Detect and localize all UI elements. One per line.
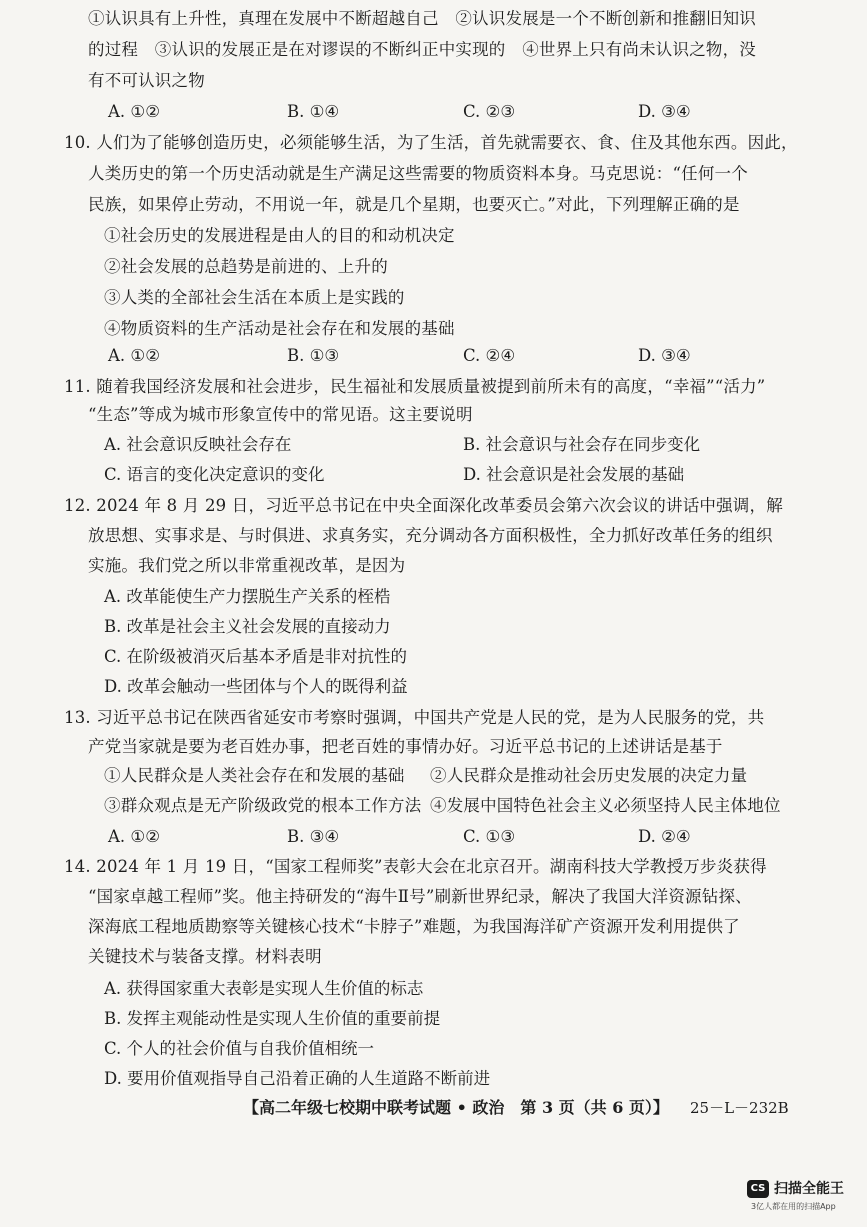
- q13-item-3: ③群众观点是无产阶级政党的根本工作方法: [104, 796, 422, 815]
- q12-option-c: C. 在阶级被消灭后基本矛盾是非对抗性的: [104, 647, 408, 666]
- q10-item-3: ③人类的全部社会生活在本质上是实践的: [104, 288, 405, 307]
- q13-line-2: 产党当家就是要为老百姓办事，把老百姓的事情办好。习近平总书记的上述讲话是基于: [88, 737, 723, 756]
- q9-line-1: ①认识具有上升性，真理在发展中不断超越自己 ②认识发展是一个不断创新和推翻旧知识: [88, 9, 756, 28]
- q10-item-4: ④物质资料的生产活动是社会存在和发展的基础: [104, 319, 455, 338]
- q14-option-d: D. 要用价值观指导自己沿着正确的人生道路不断前进: [104, 1069, 491, 1088]
- q13-item-2: ②人民群众是推动社会历史发展的决定力量: [430, 766, 748, 785]
- scanner-logo-icon: CS: [747, 1180, 769, 1198]
- q13-option-d: D. ②④: [638, 827, 691, 846]
- scanner-app-name: 扫描全能王: [774, 1181, 844, 1197]
- q11-option-a: A. 社会意识反映社会存在: [104, 435, 292, 454]
- q9-line-2: 的过程 ③认识的发展正是在对谬误的不断纠正中实现的 ④世界上只有尚未认识之物，没: [88, 40, 756, 59]
- q10-line-3: 民族，如果停止劳动，不用说一年，就是几个星期，也要灭亡。”对此，下列理解正确的是: [88, 195, 740, 214]
- q12-line-2: 放思想、实事求是、与时俱进、求真务实，充分调动各方面积极性，全力抓好改革任务的组织: [88, 526, 773, 545]
- q11-option-b: B. 社会意识与社会存在同步变化: [463, 435, 701, 454]
- q9-option-b: B. ①④: [287, 102, 340, 121]
- q14-line-1: 14. 2024 年 1 月 19 日，“国家工程师奖”表彰大会在北京召开。湖南科技大学教授万步炎获得: [64, 857, 767, 876]
- q13-item-4: ④发展中国特色社会主义必须坚持人民主体地位: [430, 796, 781, 815]
- q10-option-b: B. ①③: [287, 346, 340, 365]
- q14-line-2: “国家卓越工程师”奖。他主持研发的“海牛Ⅱ号”刷新世界纪录，解决了我国大洋资源钻探、: [88, 887, 752, 906]
- q13-item-1: ①人民群众是人类社会存在和发展的基础: [104, 766, 405, 785]
- q11-line-1: 11. 随着我国经济发展和社会进步，民生福祉和发展质量被提到前所未有的高度，“幸福”“活力”: [64, 377, 766, 396]
- q10-option-a: A. ①②: [108, 346, 160, 365]
- q12-line-1: 12. 2024 年 8 月 29 日，习近平总书记在中央全面深化改革委员会第六次会议的讲话中强调，解: [64, 496, 783, 515]
- q14-option-a: A. 获得国家重大表彰是实现人生价值的标志: [104, 979, 424, 998]
- q13-option-a: A. ①②: [108, 827, 160, 846]
- footer-title: 【高二年级七校期中联考试题 • 政治 第 3 页（共 6 页）】: [243, 1098, 669, 1117]
- q11-option-c: C. 语言的变化决定意识的变化: [104, 465, 325, 484]
- q12-option-b: B. 改革是社会主义社会发展的直接动力: [104, 617, 391, 636]
- q10-option-d: D. ③④: [638, 346, 691, 365]
- q11-line-2: “生态”等成为城市形象宣传中的常见语。这主要说明: [88, 405, 473, 424]
- q10-item-1: ①社会历史的发展进程是由人的目的和动机决定: [104, 226, 455, 245]
- q11-option-d: D. 社会意识是社会发展的基础: [463, 465, 685, 484]
- q13-line-1: 13. 习近平总书记在陕西省延安市考察时强调，中国共产党是人民的党，是为人民服务的党，共: [64, 708, 765, 727]
- q12-option-a: A. 改革能使生产力摆脱生产关系的桎梏: [104, 587, 391, 606]
- q13-option-b: B. ③④: [287, 827, 340, 846]
- q10-line-1: 10. 人们为了能够创造历史，必须能够生活，为了生活，首先就需要衣、食、住及其他东西。因此，: [64, 133, 798, 152]
- q14-line-4: 关键技术与装备支撑。材料表明: [88, 947, 322, 966]
- footer-code: 25－L－232B: [690, 1099, 789, 1117]
- q9-line-3: 有不可认识之物: [88, 71, 205, 90]
- q14-line-3: 深海底工程地质勘察等关键核心技术“卡脖子”难题，为我国海洋矿产资源开发利用提供了: [88, 917, 740, 936]
- q10-option-c: C. ②④: [463, 346, 516, 365]
- q9-option-a: A. ①②: [108, 102, 160, 121]
- q10-line-2: 人类历史的第一个历史活动就是生产满足这些需要的物质资料本身。马克思说：“任何一个: [88, 164, 748, 183]
- scanner-app-slogan: 3亿人都在用的扫描App: [751, 1202, 836, 1211]
- q10-item-2: ②社会发展的总趋势是前进的、上升的: [104, 257, 388, 276]
- q12-option-d: D. 改革会触动一些团体与个人的既得利益: [104, 677, 408, 696]
- q14-option-b: B. 发挥主观能动性是实现人生价值的重要前提: [104, 1009, 441, 1028]
- q13-option-c: C. ①③: [463, 827, 516, 846]
- q9-option-c: C. ②③: [463, 102, 516, 121]
- q9-option-d: D. ③④: [638, 102, 691, 121]
- q14-option-c: C. 个人的社会价值与自我价值相统一: [104, 1039, 375, 1058]
- q12-line-3: 实施。我们党之所以非常重视改革，是因为: [88, 556, 406, 575]
